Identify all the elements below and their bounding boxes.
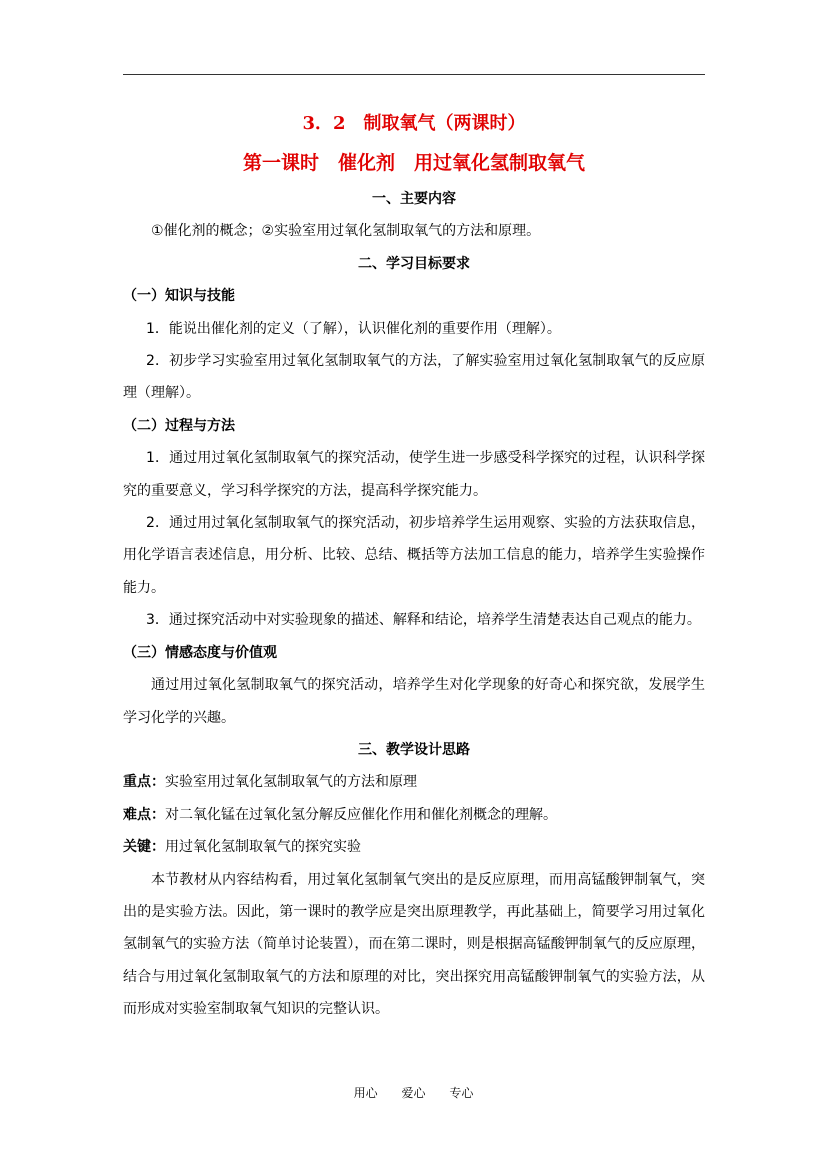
process-item-3: 3．通过探究活动中对实验现象的描述、解释和结论，培养学生清楚表达自己观点的能力。 (146, 612, 701, 629)
process-item-2: 2．通过用过氧化氢制取氧气的探究活动，初步培养学生运用观察、实验的方法获取信息，用化学语言表述信息，用分析、比较、总结、概括等方法加工信息的能力，培养学生实验操作能力。 (123, 515, 705, 596)
section-heading-design-ideas: 三、教学设计思路 (358, 741, 470, 758)
knowledge-item-1: 1．能说出催化剂的定义（了解），认识催化剂的重要作用（理解）。 (146, 320, 561, 337)
key-point-text: 实验室用过氧化氢制取氧气的方法和原理 (165, 774, 417, 791)
key-line (123, 831, 705, 863)
difficulty-label: 难点： (123, 806, 165, 823)
footer-item-1: 用心 (353, 1086, 378, 1100)
document-body (123, 108, 705, 1026)
difficulty-text: 对二氧化锰在过氧化氢分解反应催化作用和催化剂概念的理解。 (165, 806, 557, 823)
document-title: 3．2 制取氧气（两课时） (302, 113, 526, 134)
footer-item-2: 爱心 (401, 1086, 426, 1100)
difficulty-line (123, 799, 705, 831)
design-paragraph: 本节教材从内容结构看，用过氧化氢制氧气突出的是反应原理，而用高锰酸钾制氧气，突出的是实验方法。因此，第一课时的教学应是突出原理教学，再此基础上，简要学习用过氧化氢制氧气的实验方法（简单讨论装置），而在第二课时，则是根据高锰酸钾制氧气的反应原理，结合与用过氧化氢制取氧气的方法和原理的对比，突出探究用高锰酸钾制氧气的实验方法，从而形成对实验室制取氧气知识的完整认识。 (123, 871, 705, 1018)
footer-item-3: 专心 (449, 1086, 474, 1100)
key-text: 用过氧化氢制取氧气的探究实验 (165, 839, 361, 856)
section-heading-objectives: 二、学习目标要求 (358, 255, 470, 272)
subheading-attitudes-values: （三）情感态度与价值观 (123, 644, 277, 661)
key-point-line (123, 766, 705, 798)
knowledge-item-2: 2．初步学习实验室用过氧化氢制取氧气的方法，了解实验室用过氧化氢制取氧气的反应原理（理解）。 (123, 353, 705, 402)
subheading-knowledge-skills: （一）知识与技能 (123, 288, 235, 305)
page-footer (0, 1083, 827, 1103)
section-heading-main-content: 一、主要内容 (372, 191, 456, 207)
main-content-text: ①催化剂的概念；②实验室用过氧化氢制取氧气的方法和原理。 (151, 223, 541, 240)
attitudes-text: 通过用过氧化氢制取氧气的探究活动，培养学生对化学现象的好奇心和探究欲，发展学生学习化学的兴趣。 (123, 677, 705, 726)
subheading-process-methods: （二）过程与方法 (123, 417, 235, 434)
key-label: 关键： (123, 839, 165, 856)
lesson-subtitle: 第一课时 催化剂 用过氧化氢制取氧气 (242, 152, 585, 174)
key-point-label: 重点： (123, 774, 165, 791)
process-item-1: 1．通过用过氧化氢制取氧气的探究活动，使学生进一步感受科学探究的过程，认识科学探究的重要意义，学习科学探究的方法，提高科学探究能力。 (123, 450, 705, 499)
header-rule (123, 74, 705, 75)
